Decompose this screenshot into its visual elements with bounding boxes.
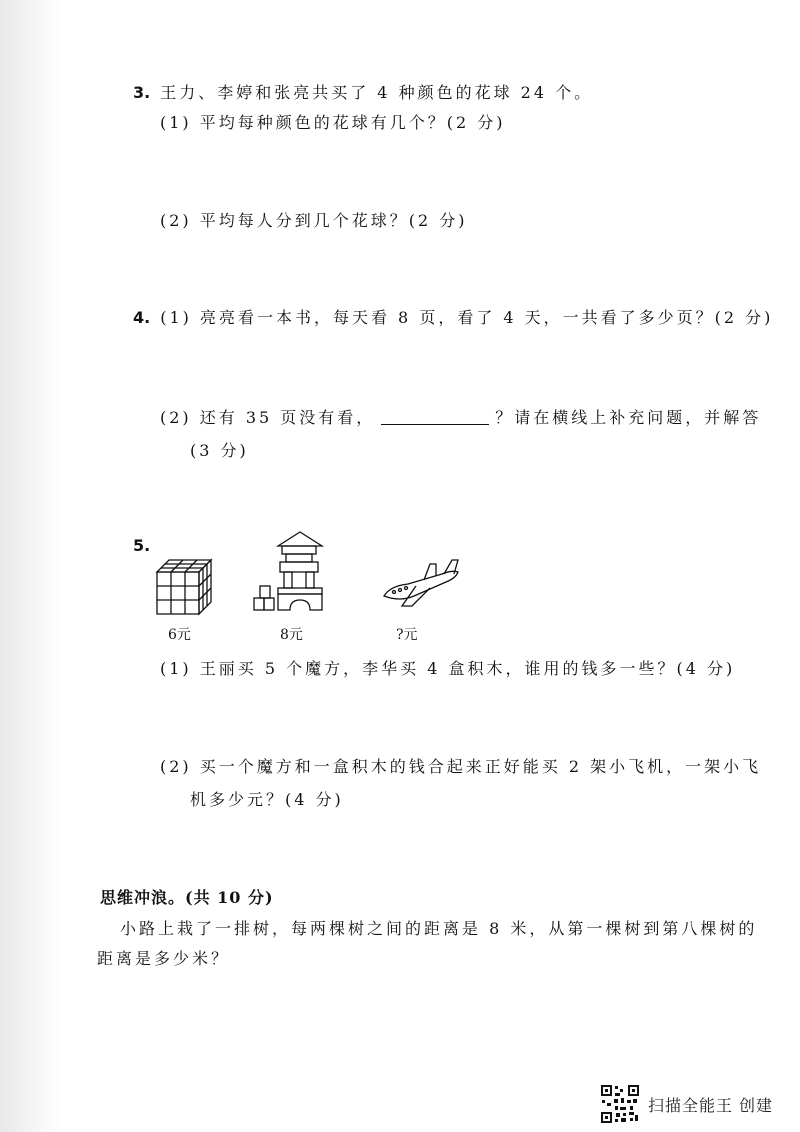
question-4-part-2-after: ？请在横线上补充问题，并解答 [495, 408, 762, 427]
qr-code-icon [600, 1084, 640, 1124]
question-5-part-1: (1) 王丽买 5 个魔方，李华买 4 盒积木，谁用的钱多一些？(4 分) [160, 659, 736, 678]
question-5-part-2-line-1: (2) 买一个魔方和一盒积木的钱合起来正好能买 2 架小飞机，一架小飞 [160, 757, 762, 776]
answer-blank-line[interactable] [381, 410, 489, 425]
question-4-part-1-line [133, 305, 773, 328]
thinking-question-line-1: 小路上栽了一排树，每两棵树之间的距离是 8 米，从第一棵树到第八棵树的 [120, 919, 758, 938]
page-edge-shadow [0, 0, 62, 1132]
scanner-watermark [600, 1084, 773, 1124]
thinking-question-line-2: 距离是多少米？ [97, 949, 231, 968]
question-4-part-1: (1) 亮亮看一本书，每天看 8 页，看了 4 天，一共看了多少页？(2 分) [160, 308, 774, 327]
question-3-stem [133, 80, 593, 103]
question-4-part-2 [160, 405, 761, 428]
question-3-number: 3. [133, 83, 151, 102]
thinking-section-title: 思维冲浪。(共 10 分) [100, 888, 274, 907]
watermark-action: 创建 [739, 1095, 774, 1115]
question-3-part-2: (2) 平均每人分到几个花球？(2 分) [160, 211, 468, 230]
question-4-part-2-before: (2) 还有 35 页没有看， [160, 408, 376, 427]
question-5-number-line [133, 536, 160, 555]
price-blocks: 8元 [280, 627, 303, 643]
question-4-part-2-score: (3 分) [190, 441, 249, 460]
watermark-brand: 扫描全能王 [648, 1095, 734, 1115]
price-cube: 6元 [168, 627, 191, 643]
building-blocks-icon [250, 530, 328, 614]
question-5-part-2-line-2: 机多少元？(4 分) [190, 790, 344, 809]
rubiks-cube-icon [155, 558, 213, 616]
airplane-icon [380, 556, 462, 610]
price-airplane: ?元 [396, 627, 418, 643]
question-3-part-1: (1) 平均每种颜色的花球有几个？(2 分) [160, 113, 506, 132]
question-3-stem-text: 王力、李婷和张亮共买了 4 种颜色的花球 24 个。 [160, 83, 594, 102]
question-5-number: 5. [133, 536, 151, 555]
question-4-number: 4. [133, 308, 151, 327]
